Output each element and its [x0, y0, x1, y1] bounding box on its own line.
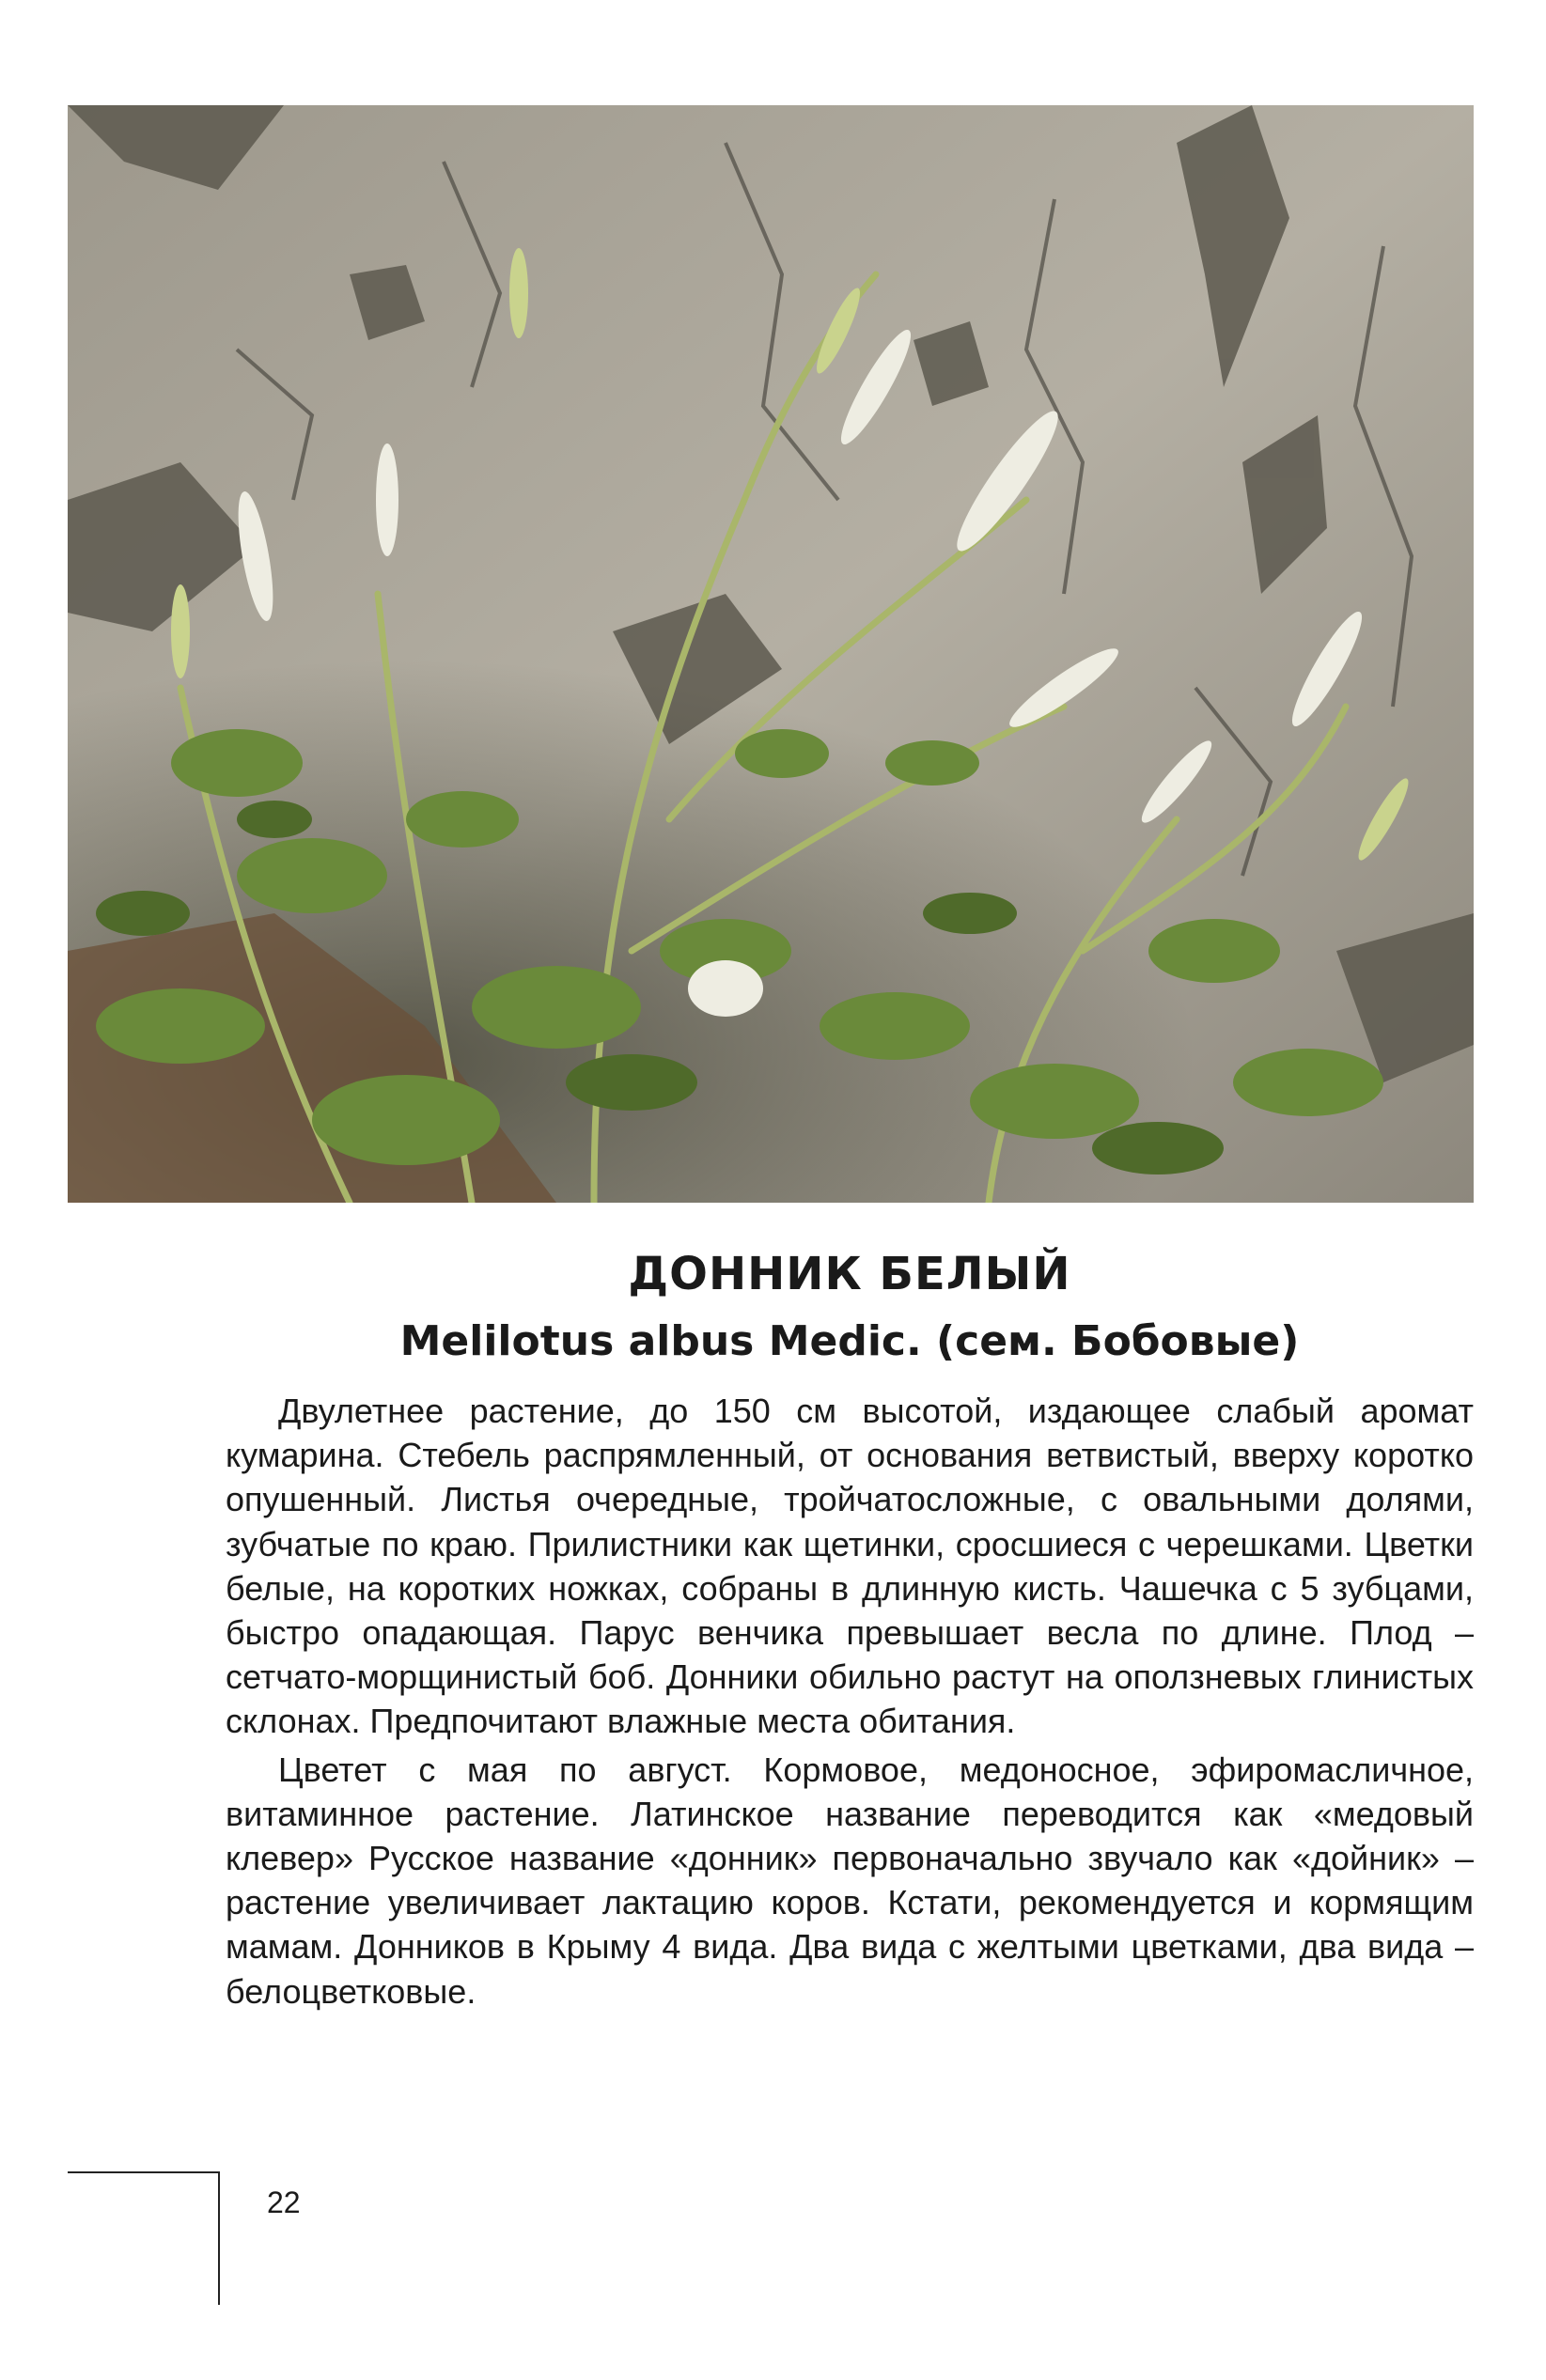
plant-photo-illustration — [68, 105, 1474, 1203]
footer-rule-vertical — [218, 2171, 220, 2305]
paragraph: Цветет с мая по август. Кормовое, медоносное, эфиромасличное, витаминное растение. Латинское название переводится как «медовый клевер» Русское название «донник» первоначально звучало как «дойник» – растение увеличивает лактацию коров. Кстати, рекомендуется и кормящим мамам. Донников в Крыму 4 вида. Два вида с желтыми цветками, два вида – белоцветковые. — [226, 1750, 1474, 2011]
latin-name: Melilotus albus Medic. (сем. Бобовые) — [399, 1317, 1300, 1365]
description — [226, 1389, 1474, 2014]
page-number: 22 — [267, 2186, 301, 2219]
footer-rule-horizontal — [68, 2171, 220, 2173]
page-title: ДОННИК БЕЛЫЙ — [628, 1248, 1071, 1300]
paragraph: Двулетнее растение, до 150 см высотой, издающее слабый аромат кумарина. Стебель распрямленный, от основания ветвистый, вверху коротко опушенный. Листья очередные, тройчатосложные, с овальными долями, зубчатые по краю. Прилистники как щетинки, сросшиеся с черешками. Цветки белые, на коротких ножках, собраны в длинную кисть. Чашечка с 5 зубцами, быстро опадающая. Парус венчика превышает весла по длине. Плод – сетчато-морщинистый боб. Донники обильно растут на оползневых глинистых склонах. Предпочитают влажные места обитания. — [226, 1392, 1474, 1741]
plant-photo — [68, 105, 1474, 1203]
